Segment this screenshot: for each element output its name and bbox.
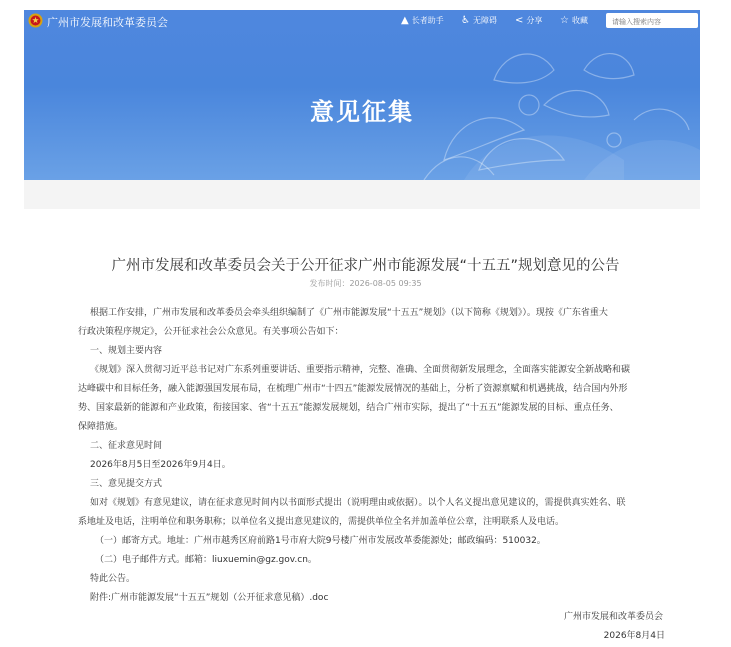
section-heading: 二、征求意见时间 xyxy=(90,441,163,451)
site-name[interactable]: 广州市发展和改革委员会 xyxy=(47,16,168,29)
paragraph-line: 保障措施。 xyxy=(78,422,124,432)
paragraph-line: 势、国家最新的能源和产业政策，衔接国家、省“十五五”能源发展规划，结合广州市实际，提出了“十五五”能源发展的目标、重点任务、 xyxy=(78,403,619,413)
signature-org: 广州市发展和改革委员会 xyxy=(563,612,663,622)
breadcrumb-band xyxy=(24,180,700,209)
paragraph-line: 达峰碳中和目标任务，融入能源强国发展布局，在梳理广州市“十四五”能源发展情况的基础上，分析了资源禀赋和机遇挑战，结合国内外形 xyxy=(78,384,628,394)
emblem-logo-icon xyxy=(28,13,43,28)
banner xyxy=(24,10,700,180)
paragraph-line: 根据工作安排，广州市发展和改革委员会牵头组织编制了《广州市能源发展“十五五”规划》（以下简称《规划》）。现按《广东省重大 xyxy=(90,308,608,318)
section-heading: 一、规划主要内容 xyxy=(90,346,163,356)
publish-time: 发布时间：2026-08-05 09:35 xyxy=(309,279,422,288)
paragraph-line: 特此公告。 xyxy=(90,574,136,584)
elder-icon: ▲ xyxy=(401,14,409,26)
share-icon: < xyxy=(515,14,524,26)
attachment-link[interactable]: 附件:广州市能源发展“十五五”规划（公开征求意见稿）.doc xyxy=(90,593,329,603)
paragraph-line: 如对《规划》有意见建议，请在征求意见时间内以书面形式提出（说明理由或依据）。以个人名义提出意见建议的，需提供真实姓名、联 xyxy=(90,498,626,508)
favorite-button[interactable]: ☆ 收藏 xyxy=(560,14,588,26)
search-input[interactable] xyxy=(606,13,698,28)
paragraph-line: （一）邮寄方式。地址：广州市越秀区府前路1号市府大院9号楼广州市发展改革委能源处；邮政编码：510032。 xyxy=(95,536,546,546)
paragraph-line: （二）电子邮件方式。邮箱：liuxuemin@gz.gov.cn。 xyxy=(95,555,317,565)
section-heading: 三、意见提交方式 xyxy=(90,479,163,489)
paragraph-line: 《规划》深入贯彻习近平总书记对广东系列重要讲话、重要指示精神，完整、准确、全面贯彻新发展理念，全面落实能源安全新战略和碳 xyxy=(90,365,631,375)
accessibility-icon: ♿ xyxy=(461,14,470,26)
paragraph-line: 行政决策程序规定》，公开征求社会公众意见。有关事项公告如下： xyxy=(78,327,344,337)
star-icon: ☆ xyxy=(560,14,569,26)
banner-title: 意见征集 xyxy=(310,98,414,126)
paragraph-line: 系地址及电话，注明单位和职务职称；以单位名义提出意见建议的，需提供单位全名并加盖单位公章，注明联系人及电话。 xyxy=(78,517,565,527)
accessibility-button[interactable]: ♿ 无障碍 xyxy=(461,14,497,26)
share-button[interactable]: < 分享 xyxy=(515,14,543,26)
elder-assistant-button[interactable]: ▲ 长者助手 xyxy=(401,14,444,26)
signature-date: 2026年8月4日 xyxy=(603,631,665,641)
top-bar xyxy=(24,10,700,32)
paragraph-line: 2026年8月5日至2026年9月4日。 xyxy=(90,460,231,470)
article-title: 广州市发展和改革委员会关于公开征求广州市能源发展“十五五”规划意见的公告 xyxy=(111,258,620,274)
